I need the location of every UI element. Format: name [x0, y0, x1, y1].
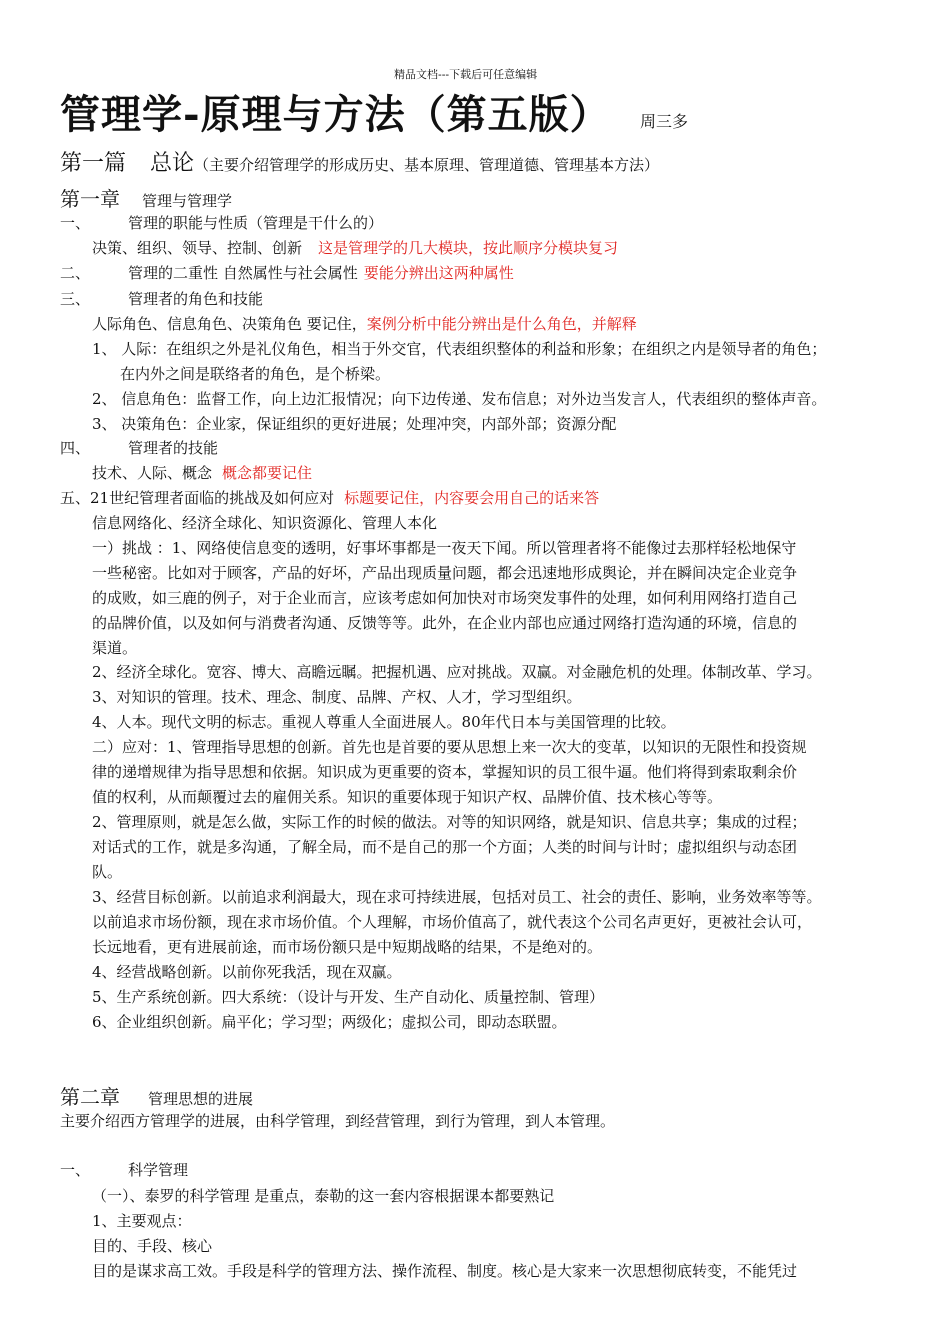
- paragraph-line: 律的递增规律为指导思想和依据。知识成为更重要的资本，掌握知识的员工很牛逼。他们将得到索取剩余价: [92, 763, 798, 781]
- part-description: （主要介绍管理学的形成历史、基本原理、管理道德、管理基本方法）: [194, 156, 660, 174]
- paragraph-line: [92, 463, 312, 483]
- chapter-name: 管理思想的进展: [148, 1090, 254, 1108]
- red-note: 概念都要记住: [222, 464, 313, 482]
- paragraph-line: 的品牌价值，以及如何与消费者沟通、反馈等等。此外，在企业内部也应通过网络打造沟通的环境，信息的: [92, 614, 798, 632]
- section-heading: [60, 488, 599, 508]
- paragraph-line: [92, 314, 637, 334]
- section-title: 管理者的技能: [128, 439, 219, 457]
- paragraph-line: 6、企业组织创新。扁平化；学习型；两级化；虚拟公司，即动态联盟。: [92, 1013, 567, 1031]
- section-title: 五、21世纪管理者面临的挑战及如何应对: [60, 489, 335, 507]
- section-title: 管理者的角色和技能: [128, 290, 264, 308]
- body-text: 决策、组织、领导、控制、创新: [92, 239, 303, 257]
- paragraph-line: 长远地看，更有进展前途，而市场份额只是中短期战略的结果，不是绝对的。: [92, 938, 603, 956]
- paragraph-line: 信息网络化、经济全球化、知识资源化、管理人本化: [92, 514, 438, 532]
- red-note: 这是管理学的几大模块，按此顺序分模块复习: [318, 239, 619, 257]
- chapter-name: 管理与管理学: [142, 192, 233, 210]
- section-number: 一、: [60, 1161, 91, 1179]
- paragraph-line: 5、生产系统创新。四大系统：（设计与开发、生产自动化、质量控制、管理）: [92, 988, 605, 1006]
- paragraph-line: 4、人本。现代文明的标志。重视人尊重人全面进展人。80年代日本与美国管理的比较。: [92, 713, 676, 731]
- paragraph-line: 3、对知识的管理。技术、理念、制度、品牌、产权、人才，学习型组织。: [92, 688, 582, 706]
- section-heading: [60, 1160, 188, 1180]
- paragraph-line: 2、管理原则，就是怎么做，实际工作的时候的做法。对等的知识网络，就是知识、信息共享；集成的过程；: [92, 813, 807, 831]
- section-title: 科学管理: [128, 1161, 189, 1179]
- paragraph-line: 在内外之间是联络者的角色，是个桥梁。: [120, 365, 391, 383]
- red-note: 标题要记住，内容要会用自己的话来答: [344, 489, 600, 507]
- paragraph-line: 1、 人际：在组织之外是礼仪角色，相当于外交官，代表组织整体的利益和形象；在组织之内是领导者的角色；: [92, 340, 827, 358]
- paragraph-line: 目的是谋求高工效。手段是科学的管理方法、操作流程、制度。核心是大家来一次思想彻底转变，不能凭过: [92, 1262, 798, 1280]
- part-heading: [60, 150, 659, 179]
- paragraph-line: 2、 信息角色：监督工作，向上边汇报情况；向下边传递、发布信息；对外边当发言人，代表组织的整体声音。: [92, 390, 827, 408]
- chapter-2-heading: [60, 1084, 253, 1112]
- section-number: 四、: [60, 439, 91, 457]
- red-note: 案例分析中能分辨出是什么角色，并解释: [366, 315, 637, 333]
- paragraph-line: 队。: [92, 863, 123, 881]
- paragraph-line: 3、经营目标创新。以前追求利润最大，现在求可持续进展，包括对员工、社会的责任、影响，业务效率等等。: [92, 888, 822, 906]
- header-note: 精品文档---下载后可任意编辑: [394, 68, 538, 81]
- red-note: 要能分辨出这两种属性: [363, 264, 514, 282]
- paragraph-line: 一些秘密。比如对于顾客，产品的好坏，产品出现质量问题，都会迅速地形成舆论，并在瞬间决定企业竞争: [92, 564, 798, 582]
- section-number: 二、: [60, 264, 91, 282]
- section-title: 管理的职能与性质（管理是干什么的）: [128, 214, 384, 232]
- section-heading: [60, 438, 218, 458]
- paragraph-line: 值的权利，从而颠覆过去的雇佣关系。知识的重要体现于知识产权、品牌价值、技术核心等等。: [92, 788, 723, 806]
- author: 周三多: [640, 112, 689, 131]
- section-number: 三、: [60, 290, 91, 308]
- paragraph-line: 目的、手段、核心: [92, 1237, 213, 1255]
- paragraph-line: [92, 238, 618, 258]
- chapter-label: 第二章: [60, 1085, 120, 1109]
- paragraph-line: 的成败，如三鹿的例子，对于企业而言，应该考虑如何加快对市场突发事件的处理，如何利用网络打造自己: [92, 589, 798, 607]
- paragraph-line: 对话式的工作，就是多沟通，了解全局，而不是自己的那一个方面；人类的时间与计时；虚拟组织与动态团: [92, 838, 798, 856]
- section-heading: [60, 263, 514, 283]
- part-name: 总论: [150, 151, 195, 176]
- chapter-intro: 主要介绍西方管理学的进展，由科学管理，到经营管理，到行为管理，到人本管理。: [60, 1112, 616, 1130]
- paragraph-line: 以前追求市场份额，现在求市场价值。个人理解，市场价值高了，就代表这个公司名声更好，更被社会认可，: [92, 913, 813, 931]
- section-number: 一、: [60, 214, 91, 232]
- paragraph-line: 3、 决策角色：企业家，保证组织的更好进展；处理冲突，内部外部；资源分配: [92, 415, 617, 433]
- section-heading: [60, 289, 263, 309]
- document-title-line: [60, 92, 611, 138]
- chapter-label: 第一章: [60, 187, 120, 211]
- paragraph-line: 1、主要观点：: [92, 1212, 192, 1230]
- paragraph-line: 4、经营战略创新。以前你死我活，现在双赢。: [92, 963, 402, 981]
- paragraph-line: （一）、泰罗的科学管理 是重点，泰勒的这一套内容根据课本都要熟记: [92, 1187, 555, 1205]
- part-label: 第一篇: [60, 151, 127, 176]
- body-text: 人际角色、信息角色、决策角色 要记住，: [92, 315, 367, 333]
- chapter-1-heading: [60, 186, 232, 214]
- paragraph-line: 一）挑战 ：1、网络使信息变的透明，好事坏事都是一夜天下闻。所以管理者将不能像过去那样轻松地保守: [92, 539, 797, 557]
- paragraph-line: 2、经济全球化。宽容、博大、高瞻远瞩。把握机遇、应对挑战。双赢。对金融危机的处理。体制改革、学习。: [92, 663, 822, 681]
- section-heading: [60, 213, 383, 233]
- paragraph-line: 二）应对：1、管理指导思想的创新。首先也是首要的要从思想上来一次大的变革，以知识的无限性和投资规: [92, 738, 807, 756]
- body-text: 技术、人际、概念: [92, 464, 213, 482]
- paragraph-line: 渠道。: [92, 639, 138, 657]
- section-title: 管理的二重性 自然属性与社会属性: [128, 264, 358, 282]
- document-title: 管理学-原理与方法（第五版）: [60, 91, 611, 138]
